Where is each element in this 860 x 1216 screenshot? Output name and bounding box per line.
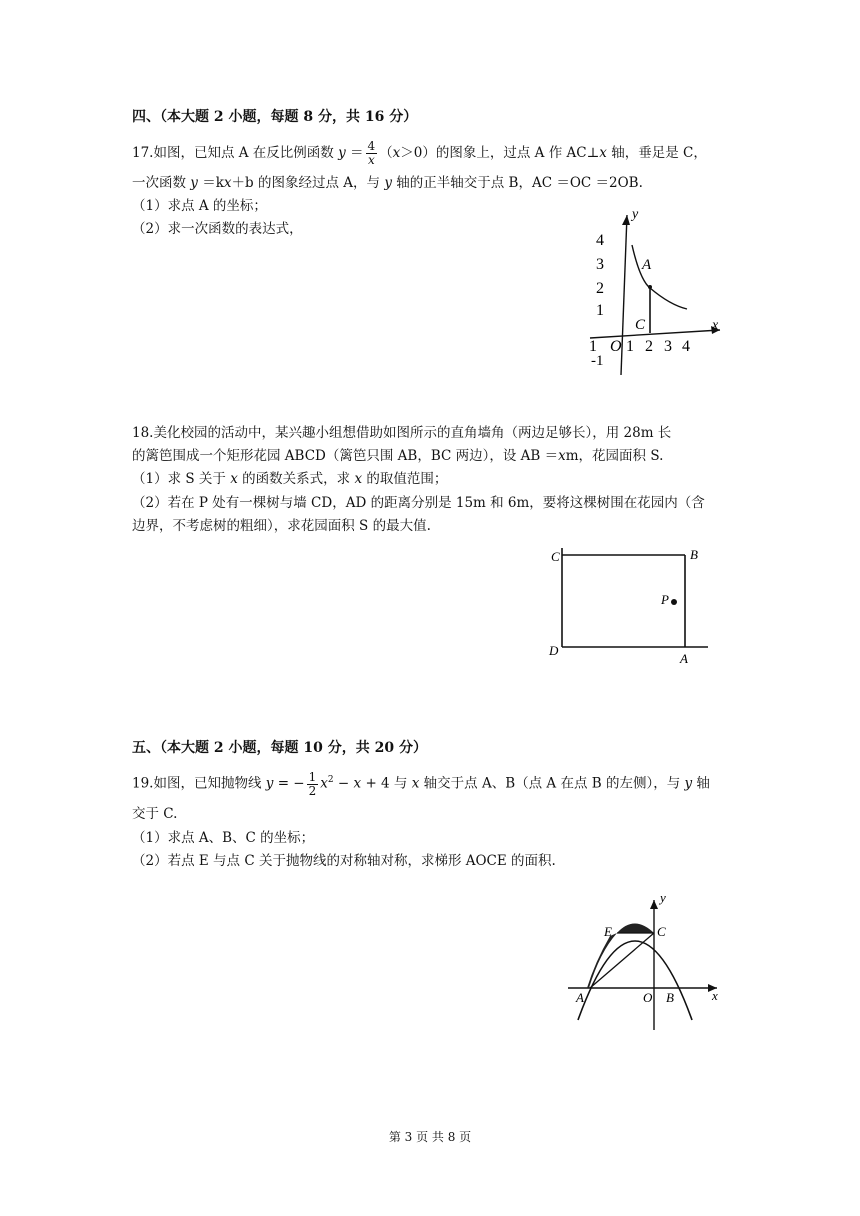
x-tick-neg1: 1 bbox=[589, 338, 597, 355]
segment-ac bbox=[590, 933, 654, 988]
y-axis-label: y bbox=[660, 892, 666, 905]
q17-part-2: （2）求一次函数的表达式， bbox=[132, 221, 303, 237]
q18-garden-figure bbox=[540, 542, 720, 667]
origin-label: O bbox=[610, 338, 622, 355]
x-axis-line bbox=[590, 330, 720, 338]
label-p: P bbox=[661, 592, 669, 607]
q17-part-1: （1）求点 A 的坐标； bbox=[132, 198, 267, 214]
x-tick-1: 1 bbox=[626, 338, 634, 355]
q19-part-2: （2）若点 E 与点 C 关于抛物线的对称轴对称，求梯形 AOCE 的面积. bbox=[132, 853, 556, 869]
label-e: E bbox=[604, 924, 612, 939]
point-a-dot bbox=[648, 285, 652, 289]
y-tick-3: 3 bbox=[596, 256, 604, 273]
point-c-label: C bbox=[635, 317, 646, 333]
y-axis-label: y bbox=[632, 207, 639, 222]
page-footer: 第 3 页 共 8 页 bbox=[388, 1130, 472, 1144]
x-axis-label: x bbox=[712, 988, 718, 1003]
q19-line-1: 19.如图，已知抛物线 y = − $\frac{1}{2}$ $x^2 - x + 4$ 与 x 轴交于点 A、B（点 A 在点 B 的左侧），与 y 轴 bbox=[132, 769, 710, 798]
parabola-curve bbox=[578, 941, 692, 1020]
section-heading-4: 四、（本大题 2 小题，每题 8 分，共 16 分） bbox=[132, 109, 418, 125]
q17-fraction: $\frac{4}{x}$ bbox=[367, 139, 376, 167]
q18-part-2-line-2: 边界，不考虑树的粗细），求花园面积 S 的最大值. bbox=[132, 518, 431, 534]
label-c: C bbox=[657, 924, 666, 939]
label-a: A bbox=[680, 651, 688, 666]
section-heading-5: 五、（本大题 2 小题，每题 10 分，共 20 分） bbox=[132, 740, 427, 756]
shaded-edge bbox=[587, 933, 617, 988]
label-o: O bbox=[643, 990, 653, 1005]
y-tick-1: 1 bbox=[596, 302, 604, 319]
y-tick-neg1: -1 bbox=[591, 353, 604, 369]
label-d: D bbox=[549, 643, 559, 658]
hyperbola-curve bbox=[632, 245, 687, 309]
tree-point-p bbox=[671, 599, 677, 605]
x-tick-4: 4 bbox=[682, 338, 690, 355]
q19-fraction: $\frac{1}{2}$ bbox=[308, 769, 317, 798]
q18-part-2-line-1: （2）若在 P 处有一棵树与墙 CD，AD 的距离分别是 15m 和 6m，要将这棵树围在花园内（含 bbox=[132, 495, 705, 511]
q19-part-1: （1）求点 A、B、C 的坐标； bbox=[132, 830, 315, 846]
x-axis-label: x bbox=[712, 318, 719, 333]
q17-graph-figure bbox=[580, 205, 730, 385]
y-tick-2: 2 bbox=[596, 280, 604, 297]
label-a: A bbox=[576, 990, 584, 1005]
y-axis-arrow-icon bbox=[650, 900, 658, 909]
point-a-label: A bbox=[642, 257, 652, 273]
shaded-region bbox=[617, 924, 654, 934]
q18-line-1: 18.美化校园的活动中，某兴趣小组想借助如图所示的直角墙角（两边足够长），用 28m 长 bbox=[132, 425, 672, 441]
label-c: C bbox=[551, 549, 560, 564]
q19-line-2: 交于 C. bbox=[132, 806, 178, 822]
x-tick-2: 2 bbox=[645, 338, 653, 355]
x-tick-3: 3 bbox=[664, 338, 672, 355]
q17-line-2: 一次函数 y ＝kx＋b 的图象经过点 A，与 y 轴的正半轴交于点 B，AC ＝OC ＝2OB. bbox=[132, 175, 643, 191]
q18-line-2: 的篱笆围成一个矩形花园 ABCD（篱笆只围 AB，BC 两边），设 AB ＝xm，花园面积 S. bbox=[132, 448, 664, 464]
q18-part-1: （1）求 S 关于 x 的函数关系式，求 x 的取值范围； bbox=[132, 471, 448, 487]
y-axis-arrow-icon bbox=[622, 215, 630, 225]
q19-parabola-figure bbox=[562, 892, 732, 1037]
y-tick-4: 4 bbox=[596, 232, 604, 249]
label-b: B bbox=[690, 547, 698, 562]
label-b: B bbox=[666, 990, 674, 1005]
q17-line-1: 17.如图，已知点 A 在反比例函数 y ＝ $\frac{4}{x}$ （x＞0）的图象上，过点 A 作 AC⊥x 轴，垂足是 C， bbox=[132, 139, 707, 167]
